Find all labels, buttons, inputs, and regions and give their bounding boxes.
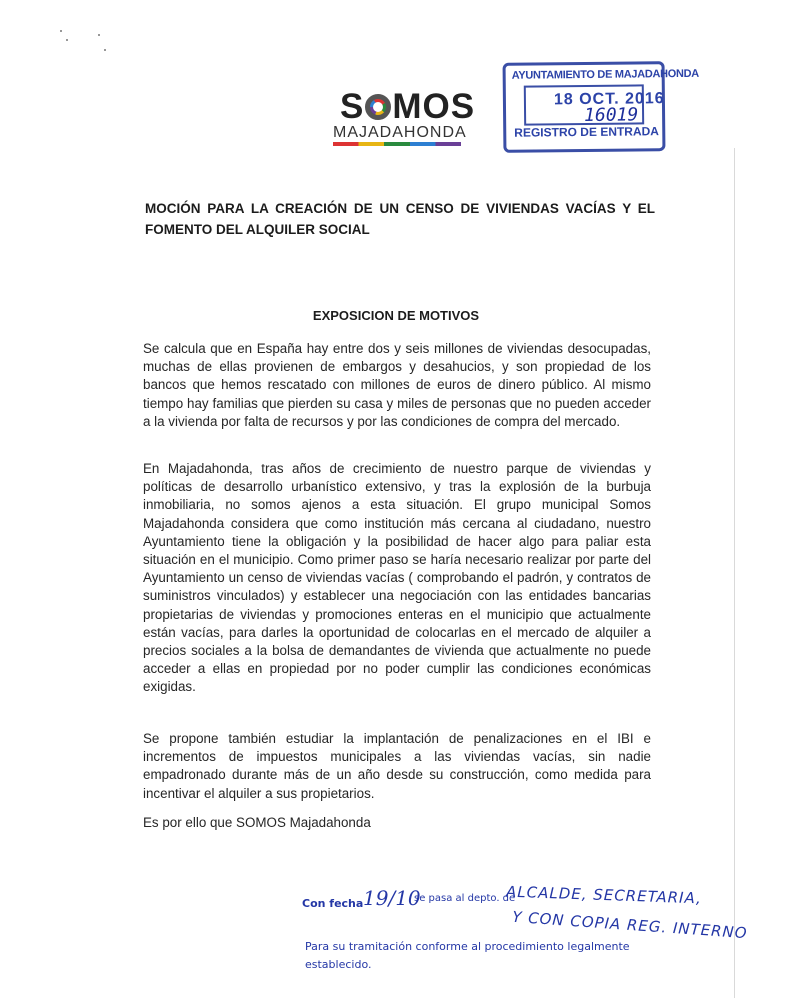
page-edge-line <box>734 148 735 998</box>
registry-stamp <box>503 61 699 153</box>
stamp-date-box <box>524 84 665 126</box>
logo-subtitle: MAJADAHONDA <box>333 124 467 141</box>
stamp-header: AYUNTAMIENTO DE MAJADAHONDA <box>511 67 699 82</box>
section-heading: EXPOSICION DE MOTIVOS <box>312 308 480 323</box>
closing-line: Es por ello que SOMOS Majadahonda <box>143 815 371 830</box>
stamp-number: 16019 <box>583 104 639 126</box>
scan-speck <box>60 30 62 32</box>
logo-color-wheel-icon <box>365 94 391 120</box>
annotation-line-1: Para su tramitación conforme al procedimiento legalmente <box>305 940 630 953</box>
annotation-copy: Y CON COPIA REG. INTERNO <box>511 907 749 943</box>
scan-speck <box>104 49 106 51</box>
annotation-prefix: Con fecha <box>302 897 364 910</box>
body-paragraph: Se propone también estudiar la implantación de penalizaciones en el IBI e incrementos de impuestos municipales a las viviendas vacías, sin nadie empadronado durante más de un año desde su construcción, como medida para incentivar el alquiler a sus propietarios. <box>143 731 651 801</box>
body-paragraph: Se calcula que en España hay entre dos y seis millones de viviendas desocupadas, muchas de ellas provienen de embargos y desahucios, y son propiedad de los bancos que hemos rescatado con millones de euros de dinero público. Al mismo tiempo hay familias que pierden su casa y miles de personas que no pueden acceder a la vivienda por falta de recursos y por las condiciones de compra del mercado. <box>143 341 651 429</box>
annotation-middle: se pasa al depto. de <box>414 893 516 904</box>
logo-letter-s: S <box>340 87 365 126</box>
logo-wordmark <box>340 88 475 126</box>
logo-letters-mos: MOS <box>392 87 476 126</box>
body-paragraph: En Majadahonda, tras años de crecimiento de nuestro parque de viviendas y políticas de desarrollo urbanístico extensivo, y tras la explosión de la burbuja inmobiliaria, no somos ajenos a esta situación. El grupo municipal Somos Majadahonda considera que como institución más cercana al ciudadano, nuestro Ayuntamiento tiene la obligación y la posibilidad de hacer algo para paliar esta situación en el municipio. Como primer paso se haría necesario realizar por parte del Ayuntamiento un censo de viviendas vacías ( comprobando el padrón, y contratos de suministros vinculados) y establecer una negociación con las entidades bancarias propietarias de viviendas y promociones enteras en el municipio que actualmente están vacías, para darles la oportunidad de colocarlas en el mercado de alquiler a precios sociales a la bolsa de demandantes de vivienda que actualmente no puede acceder a ellas en propiedad por no poder cumplir las condiciones económicas exigidas. <box>143 461 651 695</box>
annotation-line-2: establecido. <box>305 958 372 971</box>
scan-speck <box>66 39 68 41</box>
annotation-date: 19/10 <box>363 886 421 910</box>
somos-majadahonda-logo <box>318 88 478 148</box>
logo-color-bar <box>333 142 461 146</box>
annotation-destination: ALCALDE, SECRETARIA, <box>505 882 703 908</box>
document-title: MOCIÓN PARA LA CREACIÓN DE UN CENSO DE VIVIENDAS VACÍAS Y EL FOMENTO DEL ALQUILER SOCIAL <box>145 201 655 237</box>
scan-speck <box>98 34 100 36</box>
stamp-date: 18 OCT. 2016 <box>553 90 665 109</box>
stamp-footer: REGISTRO DE ENTRADA <box>514 124 660 140</box>
